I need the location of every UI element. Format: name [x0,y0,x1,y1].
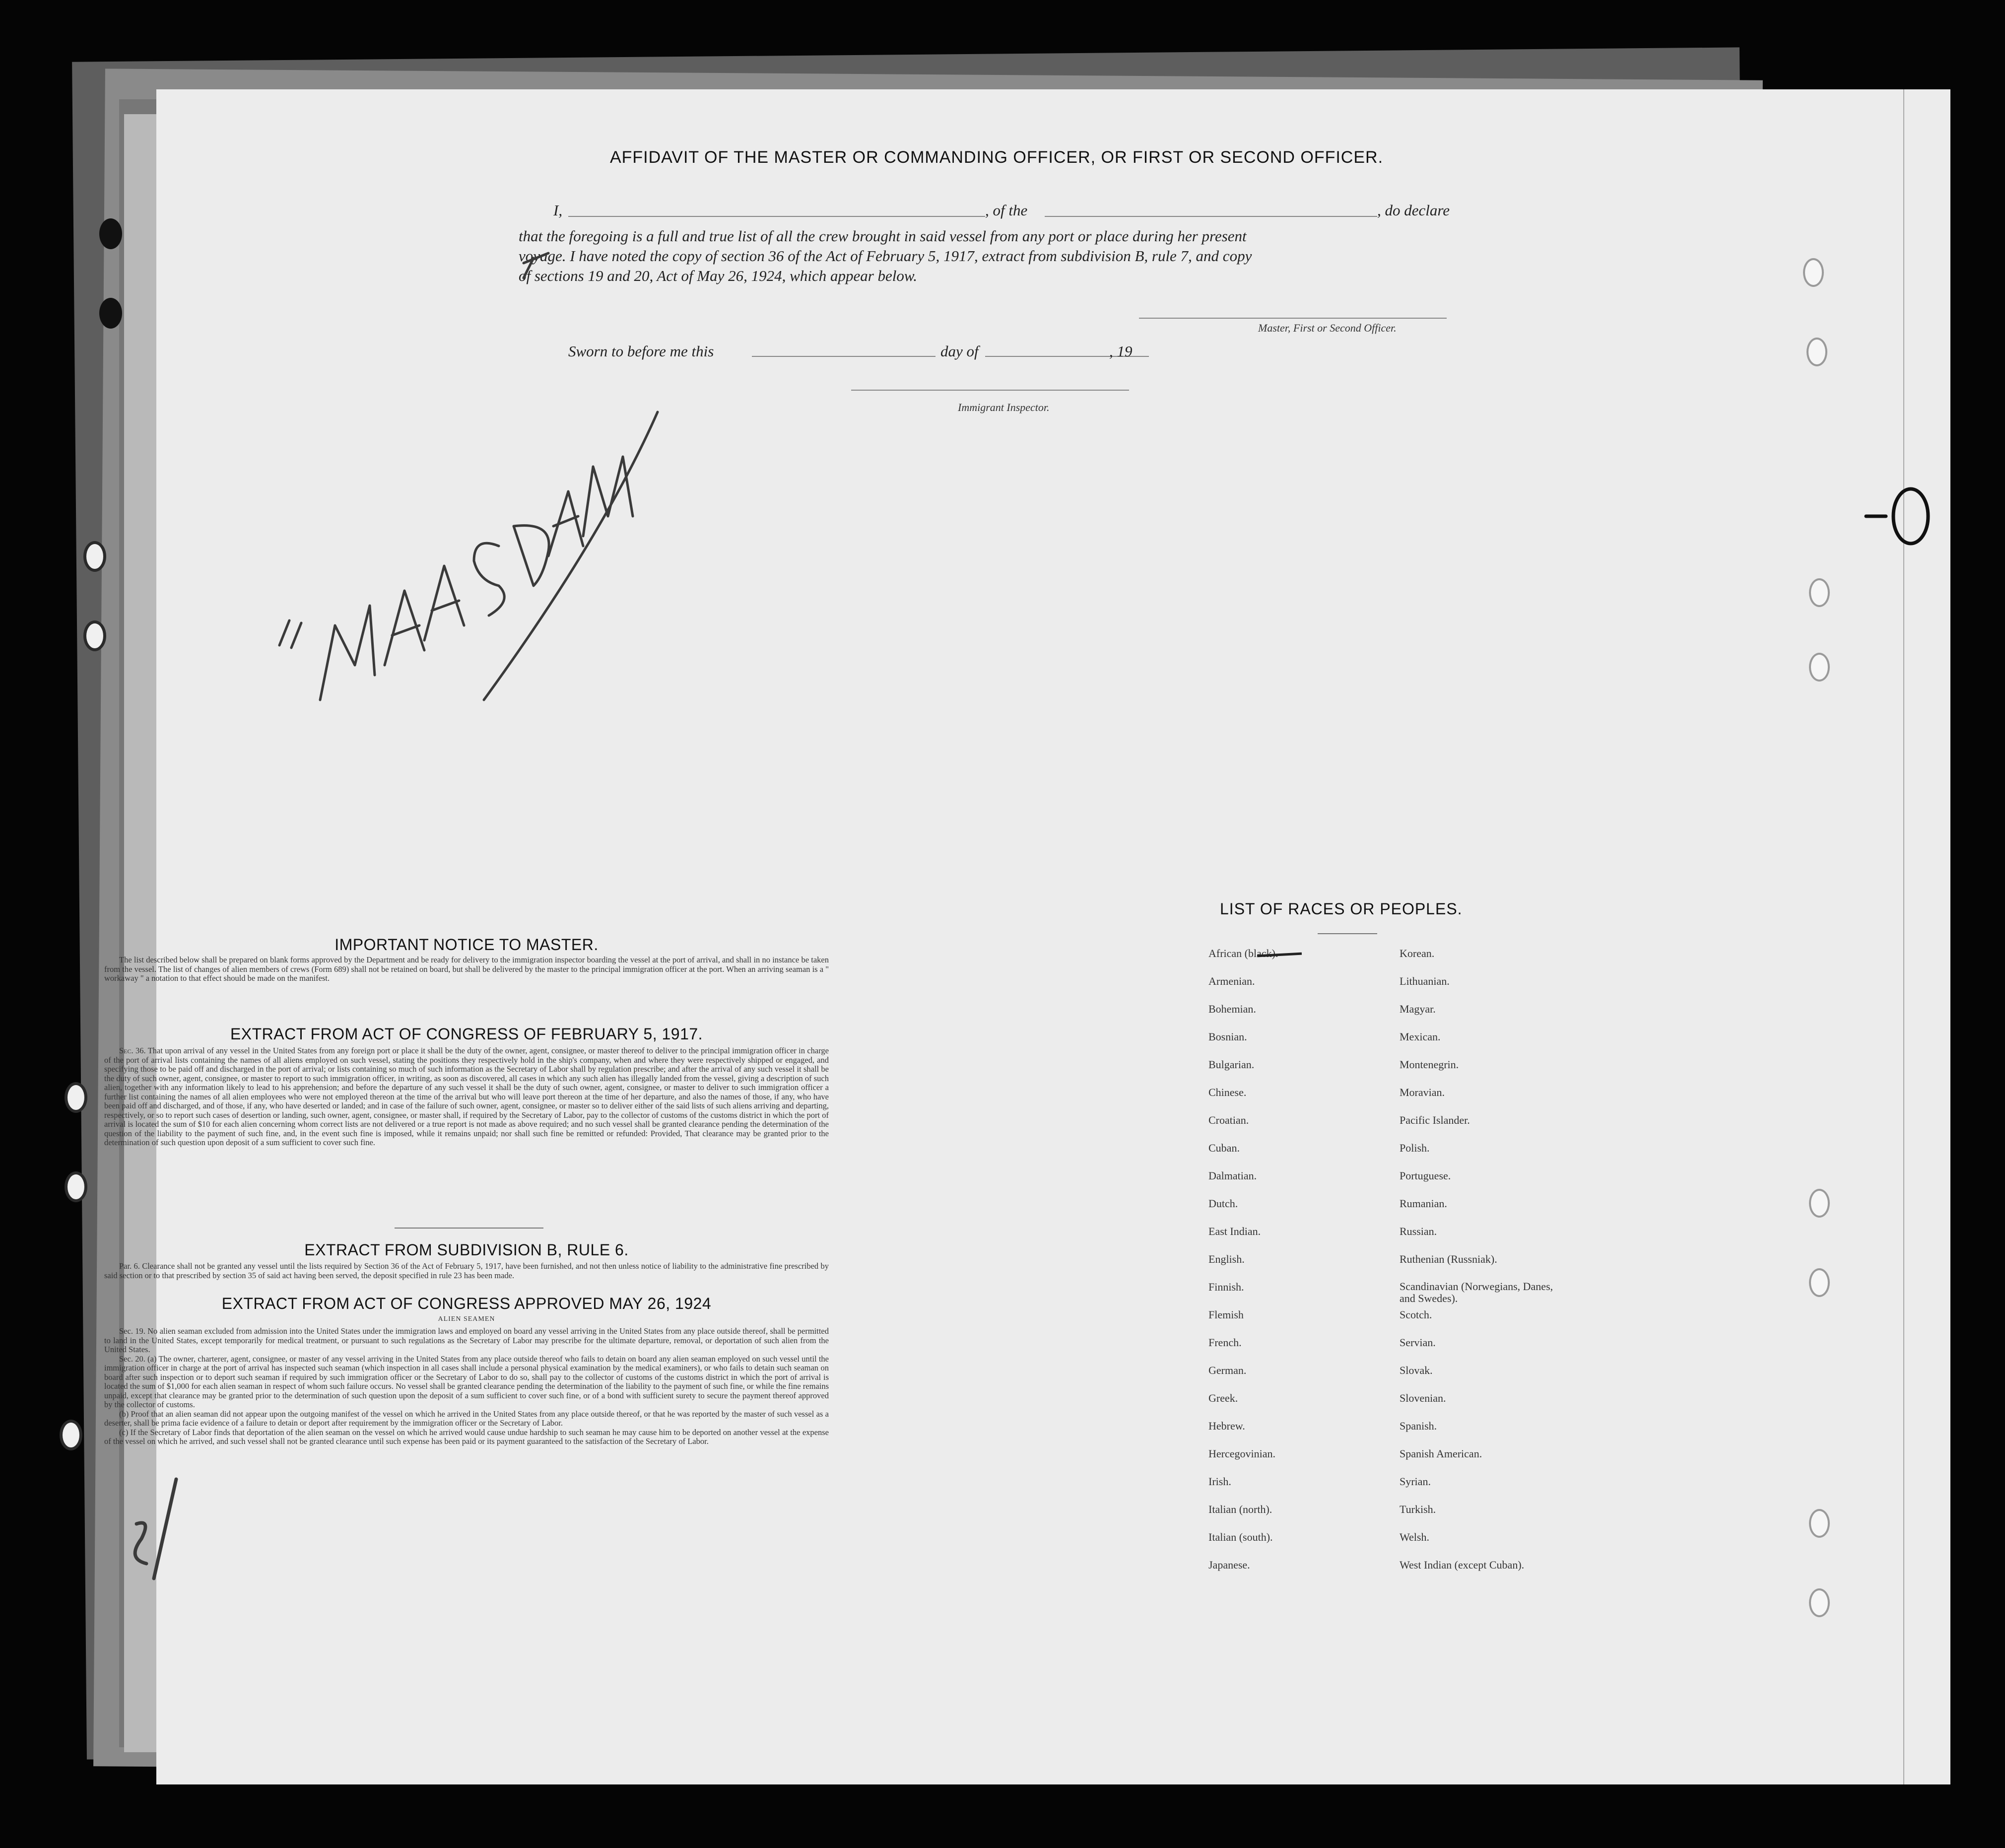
race-item: Spanish American. [1400,1447,1482,1460]
race-item: English. [1208,1253,1245,1265]
race-item: Scandinavian (Norwegians, Danes, and Swedes). [1400,1280,1553,1304]
races-title: LIST OF RACES OR PEOPLES. [1220,900,1463,918]
affidavit-line: of sections 19 and 20, Act of May 26, 1924, which appear below. [519,267,918,284]
affidavit-i: I, [553,202,563,219]
notice-title: IMPORTANT NOTICE TO MASTER. [334,936,599,954]
race-item: French. [1208,1336,1242,1349]
race-item: Dutch. [1208,1197,1238,1210]
race-item: Italian (south). [1208,1531,1273,1543]
affidavit-title: AFFIDAVIT OF THE MASTER OR COMMANDING OFFICER, OR FIRST OR SECOND OFFICER. [609,148,1384,167]
extract-1917-title: EXTRACT FROM ACT OF CONGRESS OF FEBRUARY 5, 1917. [230,1025,703,1043]
subdivision-paragraph: Par. 6. Clearance shall not be granted any vessel until the lists required by Section 36 of the Act of February 5, 1917, have been furnished, and not then unless notice of liability to the administrative fine prescribed by said section or to that prescribed by section 35 of said act having been served, the deposit specified in rule 23 has been made. [104,1261,829,1280]
race-item: East Indian. [1208,1225,1261,1237]
race-item: Rumanian. [1400,1197,1447,1210]
race-item: Servian. [1400,1336,1436,1349]
race-item: Pacific Islander. [1400,1114,1470,1126]
race-item: Russian. [1400,1225,1437,1237]
race-item: Portuguese. [1400,1169,1451,1182]
inspector-label: Immigrant Inspector. [958,401,1050,413]
race-item: Finnish. [1208,1281,1244,1293]
races-title-rule [1318,933,1377,934]
race-item: Montenegrin. [1400,1058,1459,1071]
ship-name-slash [484,412,658,700]
race-item: Japanese. [1208,1559,1250,1571]
sworn-text: Sworn to before me this [568,342,714,360]
affidavit-line: that the foregoing is a full and true list of all the crew brought in said vessel from any port or place during her present [519,227,1247,245]
section-20b-paragraph: (b) Proof that an alien seaman did not appear upon the outgoing manifest of the vessel on which he arrived in the United States from any place outside thereof, or that he was reported by the master of such vessel as a deserter, shall be prima facie evidence of a failure to detain or deport after requirement by the immigration officer or the Secretary of Labor. [104,1409,829,1428]
race-item: Moravian. [1400,1086,1445,1098]
race-item: African (black). [1208,947,1278,959]
extract-1924-subtitle: ALIEN SEAMEN [438,1315,495,1323]
race-item: Syrian. [1400,1475,1431,1488]
race-item: Bulgarian. [1208,1058,1255,1071]
race-item: Italian (north). [1208,1503,1272,1515]
section-text: That upon arrival of any vessel in the United States from any foreign port or place it shall be the duty of the owner, agent, consignee, or master thereof to deliver to the principal immigration officer in charge of the port of arrival lists containing the names of all aliens employed on such vessel, stating the positions they respectively hold in the ship's company, when and where they were respectively shipped or engaged, and specifying those to be paid off and discharged in the port of arrival; or lists containing so much of such information as the Secretary of Labor shall by regulation prescribe; and after the arrival of any such vessel it shall be the duty of such owner, agent, consignee, or master to report to such immigration officer, in writing, as soon as discovered, all cases in which any such alien has illegally landed from the vessel, giving a description of such alien, together with any information likely to lead to his apprehension; and before the departure of any such vessel it shall be the duty of such owner, agent, consignee, or master to deliver to such immigration officer a further list containing the names of all alien employees who were not employed thereon at the time of the arrival but who will leave port thereon at the time of her departure, and also the names of those, if any, who have been paid off and discharged, and of those, if any, who have deserted or landed; and in case of the failure of such owner, agent, consignee, or master so to deliver either of the said lists of such aliens arriving and departing, respectively, or so to report such cases of desertion or landing, such owner, agent, consignee, or master shall, if required by the Secretary of Labor, pay to the collector of customs of the customs district in which the port of arrival is located the sum of $10 for each alien concerning whom correct lists are not delivered or a true report is not made as above required; and no such vessel shall be granted clearance pending the determination of the question of the liability to the payment of such fine, and, in the event such fine is imposed, while it remains unpaid; nor shall such fine be remitted or refunded: Provided, That clearance may be granted prior to the determination of such question upon deposit of a sum sufficient to cover such fine. [104,1046,829,1147]
extract-1924-title: EXTRACT FROM ACT OF CONGRESS APPROVED MAY 26, 1924 [221,1295,712,1312]
race-item: German. [1208,1364,1247,1376]
race-item: Bosnian. [1208,1030,1247,1043]
race-item: Croatian. [1208,1114,1249,1126]
ship-name-handwriting [279,457,633,700]
race-item: Slovak. [1400,1364,1433,1376]
binding-hole [65,1171,87,1202]
race-item: Lithuanian. [1400,975,1450,987]
extract-1924-body [104,1327,829,1446]
affidavit-of-the: , of the [985,202,1028,219]
notice-body [104,956,829,983]
affidavit-line: voyage. I have noted the copy of section 36 of the Act of February 5, 1917, extract from subdivision B, rule 7, and copy [519,247,1252,265]
race-item: Korean. [1400,947,1435,959]
race-item: Ruthenian (Russniak). [1400,1253,1497,1265]
year-text: , 19 [1109,342,1133,360]
binding-hole [83,541,106,572]
binding-hole [60,1420,82,1450]
manifest-page [104,89,1950,1784]
race-item: West Indian (except Cuban). [1400,1559,1525,1571]
race-item: Welsh. [1400,1531,1429,1543]
notice-paragraph: The list described below shall be prepared on blank forms approved by the Department and be ready for delivery to the immigration inspector boarding the vessel at the port of arrival, and shall in no instance be taken from the vessel. The list of changes of alien members of crews (Form 689) shall not be retained on board, but shall be delivered by the master to the principal immigration officer at the port. When an arriving seaman is a " workaway " a notation to that effect should be made on the manifest. [104,955,829,983]
subdivision-body [104,1262,829,1280]
race-item: Chinese. [1208,1086,1247,1098]
race-item: Slovenian. [1400,1392,1446,1404]
section-label: Sec. 36. [119,1046,146,1055]
binding-hole [83,620,106,651]
section-20a-paragraph: Sec. 20. (a) The owner, charterer, agent, consignee, or master of any vessel arriving in the United States from any place outside thereof who fails to detain on board any alien seaman employed on such vessel until the immigration officer in charge at the port of arrival has inspected such seaman (which inspection in all cases shall include a personal physical examination by the medical examiners), or who fails to detain such seaman on board after such inspection or to deport such seaman if required by such immigration officer or the Secretary of Labor to do so, shall pay to the collector of customs of the customs district in which the port of arrival is located the sum of $1,000 for each alien seaman in respect of whom such failure occurs. No vessel shall be granted clearance pending the determination of the liability to the payment of such fine, or while the fine remains unpaid, except that clearance may be granted prior to the determination of such question upon the deposit of a sum sufficient to cover such fine, or of a bond with sufficient surety to secure the payment thereof approved by the collector of customs. [104,1354,829,1409]
section-divider [395,1228,543,1229]
race-item: Magyar. [1400,1003,1436,1015]
corner-mark [1866,477,1945,556]
race-item: Bohemian. [1208,1003,1256,1015]
affidavit-do-declare: , do declare [1377,202,1450,219]
race-item: Greek. [1208,1392,1238,1404]
binding-hole [99,218,122,249]
race-item: Mexican. [1400,1030,1441,1043]
binding-hole [99,298,122,329]
subdivision-title: EXTRACT FROM SUBDIVISION B, RULE 6. [304,1241,629,1259]
day-of-text: day of [940,342,979,360]
race-item: Armenian. [1208,975,1255,987]
race-item: Turkish. [1400,1503,1436,1515]
race-item: Irish. [1208,1475,1231,1488]
race-item: Scotch. [1400,1308,1432,1321]
race-item: Hercegovinian. [1208,1447,1275,1460]
race-item: Cuban. [1208,1142,1240,1154]
section-20c-paragraph: (c) If the Secretary of Labor finds that deportation of the alien seaman on the vessel on which he arrived would cause undue hardship to such seaman he may cause him to be deported on another vessel at the expense of the vessel on which he arrived, and such vessel shall not be granted clearance until such expense has been paid or its payment guaranteed to the satisfaction of the Secretary of Labor. [104,1427,829,1446]
race-item: Dalmatian. [1208,1169,1257,1182]
binding-hole [65,1082,87,1113]
race-item: Hebrew. [1208,1420,1245,1432]
race-item: Spanish. [1400,1420,1437,1432]
extract-1917-body [104,1046,829,1148]
section-19-paragraph: Sec. 19. No alien seaman excluded from admission into the United States under the immigration laws and employed on board any vessel arriving in the United States from any place outside thereof, shall be permitted to land in the United States, except temporarily for medical treatment, or pursuant to such regulations as the Secretary of Labor may prescribe for the ultimate departure, removal, or deportation of such alien from the United States. [104,1326,829,1354]
master-signature-label: Master, First or Second Officer. [1258,322,1397,334]
race-item: Flemish [1208,1308,1244,1321]
race-item: Polish. [1400,1142,1430,1154]
